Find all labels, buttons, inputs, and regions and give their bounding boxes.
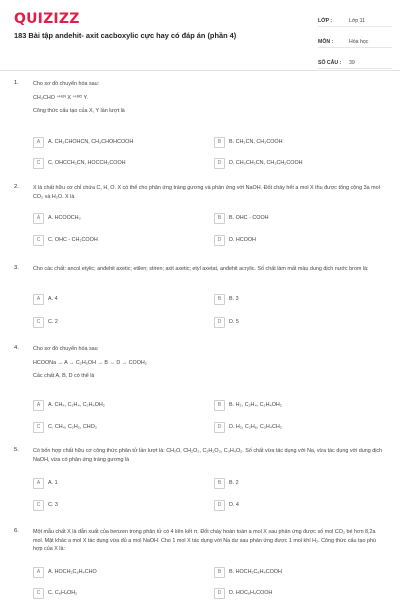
question-line: Cho các chất: ancol etylic; anđehit axetic; etilen; stiren; axit axetic; etyl axetat, anđehit acrylic. Số chất làm mất màu dung dịch nước brom là: — [33, 266, 369, 272]
option-b[interactable] — [214, 213, 384, 223]
option-text: A. CH₄, C₂H₄, C₂H₄OH₂ — [48, 402, 105, 408]
option-d[interactable] — [214, 235, 384, 245]
document-title: 183 Bài tập andehit- axit cacboxylic cực hay có đáp án (phần 4) — [14, 31, 237, 40]
option-key-box: B — [214, 213, 225, 224]
option-key-box: B — [214, 400, 225, 411]
option-key-box: D — [214, 500, 225, 511]
option-a[interactable] — [33, 294, 203, 304]
option-key-box: A — [33, 567, 44, 578]
meta-row-grade — [318, 11, 392, 27]
option-key-box: D — [214, 422, 225, 433]
option-key-box: C — [33, 158, 44, 169]
option-text: C. 3 — [48, 502, 58, 508]
question-text — [33, 265, 385, 279]
option-a[interactable] — [33, 213, 203, 223]
worksheet-header — [0, 0, 400, 71]
option-c[interactable] — [33, 500, 203, 510]
question-line: Công thức cấu tạo của X, Y lần lượt là — [33, 108, 125, 115]
option-b[interactable] — [214, 567, 384, 577]
question-number: 6. — [14, 528, 19, 534]
option-key-box: C — [33, 422, 44, 433]
option-a[interactable] — [33, 137, 203, 147]
meta-row-count — [318, 53, 392, 69]
option-text: D. 4 — [229, 502, 239, 508]
option-a[interactable] — [33, 567, 203, 577]
question-line: CH₃CHO ⁺ᴴᶜᴺ X ⁺ᴴ³ᴼ Y. — [33, 94, 88, 101]
meta-row-subject — [318, 32, 392, 48]
question-number: 4. — [14, 345, 19, 351]
question-number: 5. — [14, 447, 19, 453]
option-text: A. 4 — [48, 296, 58, 302]
option-key-box: A — [33, 478, 44, 489]
option-text: D. HOC₆H₄COOH — [229, 590, 273, 596]
option-text: B. 2 — [229, 480, 239, 486]
option-key-box: C — [33, 500, 44, 511]
option-c[interactable] — [33, 158, 203, 168]
option-c[interactable] — [33, 235, 203, 245]
question-line: X là chất hữu cơ chỉ chứa C, H, O. X có thể cho phản ứng tráng gương và phản ứng với NaOH. Đốt cháy hết a mol X thu được tổng cộng 3a mol CO₂ và H₂O. X là — [33, 185, 380, 200]
option-b[interactable] — [214, 400, 384, 410]
question-text — [33, 345, 385, 386]
question-line: Một mẫu chất X là dẫn xuất của benzen trong phân tử có 4 liên kết π. Đốt cháy hoàn toàn a mol X sau phản ứng được số mol CO₂ bé hơn 8,2a mol. Mặt khác a mol X tác dụng vừa đủ a mol NaOH. Cho 1 mol X tác dụng với Na dư sau phản ứng được 1 mol khí H₂. Công thức cấu tạo phù hợp của X là: — [33, 529, 377, 553]
question-text — [33, 447, 385, 469]
meta-label: MÔN : — [318, 39, 334, 45]
option-text: B. OHC - COOH — [229, 215, 269, 221]
option-key-box: A — [33, 294, 44, 305]
option-key-box: D — [214, 235, 225, 246]
meta-value: Hóa học — [349, 39, 369, 45]
question-text — [33, 184, 385, 206]
option-key-box: D — [214, 317, 225, 328]
question-text — [33, 80, 385, 121]
option-text: A. 1 — [48, 480, 58, 486]
question-line: Cho sơ đồ chuyển hóa sau: — [33, 81, 100, 87]
option-key-box: A — [33, 213, 44, 224]
option-c[interactable] — [33, 422, 203, 432]
option-text: C. OHCCH₂CN, HOCCH₂COOH — [48, 160, 126, 166]
option-b[interactable] — [214, 294, 384, 304]
question-line: Có bốn hợp chất hữu cơ công thức phân tử lần lượt là: CH₂O, CH₂O₂, C₂H₂O₃, C₃H₄O₂. Số chất vừa tác dụng với Na, vừa tác dụng với dung dịch NaOH, vừa có phản ứng tráng gương là — [33, 448, 383, 463]
meta-label: SỐ CÂU : — [318, 60, 342, 66]
option-d[interactable] — [214, 422, 384, 432]
option-d[interactable] — [214, 588, 384, 598]
option-d[interactable] — [214, 317, 384, 327]
question-number: 1. — [14, 80, 19, 86]
option-a[interactable] — [33, 478, 203, 488]
question-line: Các chất A, B, D có thể là — [33, 373, 95, 380]
option-key-box: D — [214, 158, 225, 169]
option-text: B. 3 — [229, 296, 239, 302]
quizizz-logo: QUIZIZZ — [14, 11, 80, 27]
question-text — [33, 528, 385, 559]
option-c[interactable] — [33, 588, 203, 598]
option-text: A. HOCH₂C₆H₄CHO — [48, 569, 97, 575]
option-key-box: D — [214, 588, 225, 599]
question-line: Cho sơ đồ chuyển hóa sau — [33, 346, 98, 352]
option-key-box: C — [33, 235, 44, 246]
option-b[interactable] — [214, 478, 384, 488]
option-text: D. 5 — [229, 319, 239, 325]
meta-value: 39 — [349, 60, 355, 66]
option-text: B. HOCH₂C₆H₄COOH — [229, 569, 282, 575]
meta-value: Lớp 11 — [349, 18, 365, 24]
question-line: HCOONa → A → C₂H₅OH → B → D → COOH₂ — [33, 359, 147, 366]
option-text: D. H₂, C₂H₆, C₂H₄CH₂ — [229, 424, 282, 430]
option-text: A. HCOOCH₃ — [48, 215, 81, 221]
option-key-box: B — [214, 294, 225, 305]
meta-info — [318, 11, 392, 74]
option-a[interactable] — [33, 400, 203, 410]
meta-label: LỚP : — [318, 18, 333, 24]
option-text: C. 2 — [48, 319, 58, 325]
option-text: B. CH₃CN, CH₃COOH — [229, 139, 283, 145]
option-text: A. CH₃CHOHCN, CH₃CHOHCOOH — [48, 139, 134, 145]
option-text: C. OHC - CH₂COOH — [48, 237, 98, 243]
option-text: C. C₆H₄OH₂ — [48, 590, 78, 596]
option-key-box: B — [214, 478, 225, 489]
option-key-box: B — [214, 567, 225, 578]
question-number: 3. — [14, 265, 19, 271]
option-key-box: A — [33, 137, 44, 148]
option-c[interactable] — [33, 317, 203, 327]
option-text: B. H₂, C₂H₄, C₂H₄OH₂ — [229, 402, 282, 408]
option-text: D. CH₃CH₂CN, CH₃CH₂COOH — [229, 160, 303, 166]
option-text: D. HCOOH — [229, 237, 256, 243]
option-text: C. CH₄, C₂H₂, CHO₂ — [48, 424, 97, 430]
option-key-box: C — [33, 317, 44, 328]
option-d[interactable] — [214, 500, 384, 510]
option-key-box: B — [214, 137, 225, 148]
option-d[interactable] — [214, 158, 384, 168]
option-key-box: C — [33, 588, 44, 599]
option-key-box: A — [33, 400, 44, 411]
question-number: 2. — [14, 184, 19, 190]
option-b[interactable] — [214, 137, 384, 147]
